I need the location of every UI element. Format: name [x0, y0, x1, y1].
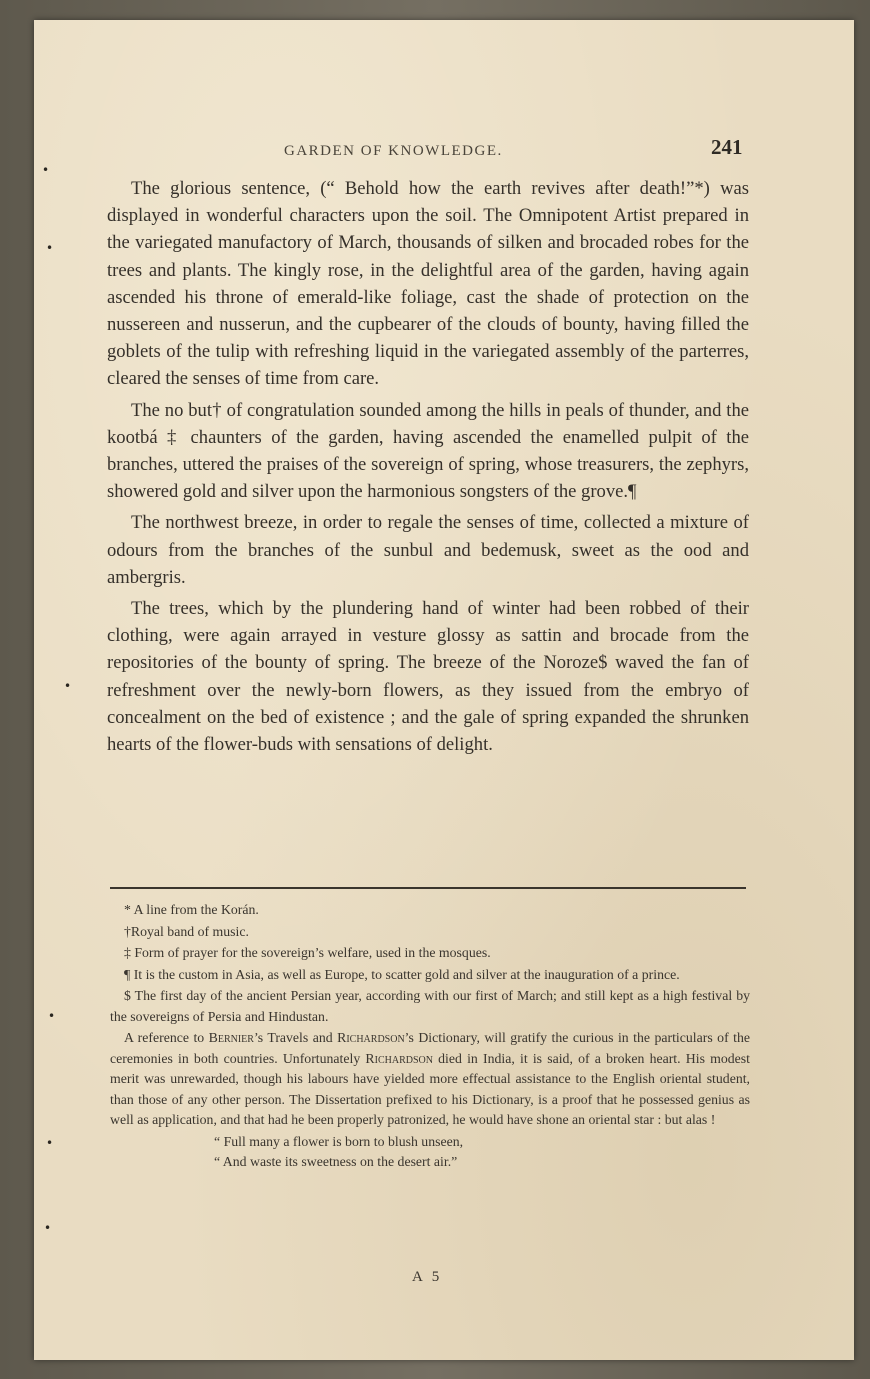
paragraph: The no but† of congratulation sounded among the hills in peals of thunder, and the kootbá ‡ chaunters of the garden, having ascended the enamelled pulpit of the branches, uttered the praises of the sovereign of spring, whose treasurers, the zephyrs, showered gold and silver upon the harmonious songsters of the grove.¶: [107, 399, 749, 503]
page-header: [34, 133, 854, 163]
running-head: GARDEN OF KNOWLEDGE.: [284, 143, 503, 159]
paragraph: The northwest breeze, in order to regale the senses of time, collected a mixture of odours from the branches of the sunbul and bedemusk, sweet as the ood and ambergris.: [107, 512, 749, 588]
footnote-text: A reference to: [124, 1030, 209, 1045]
footnote-text: died in India, it is said, of a broken heart. His modest merit was unrewarded, though his labours have yielded more effectual assistance to the English oriental student, than those of any other person. The Dissertation prefixed to his Dictionary, is a proof that he possessed genius as well as application, and that had he been properly patronized, he would have shone an oriental star : but alas !: [110, 1050, 750, 1127]
verse-line: “ And waste its sweetness on the desert air.”: [214, 1154, 458, 1169]
footnote: ¶ It is the custom in Asia, as well as Europe, to scatter gold and silver at the inauguration of a prince.: [124, 966, 680, 982]
footnote-rule: [110, 887, 746, 889]
author-name: Richardson: [337, 1030, 405, 1045]
footnote-text: ’s Travels and: [253, 1030, 338, 1045]
margin-mark: •: [44, 1221, 52, 1235]
margin-mark: •: [46, 1136, 54, 1150]
margin-mark: •: [48, 1009, 56, 1023]
paragraph: The glorious sentence, (“ Behold how the earth revives after death!”*) was displayed in wonderful characters upon the soil. The Omnipotent Artist prepared in the variegated manufactory of March, thousands of silken and brocaded robes for the trees and plants. The kingly rose, in the delightful area of the garden, having again ascended his throne of emerald-like foliage, cast the shade of protection on the nussereen and nusserun, and the cupbearer of the clouds of bounty, having filled the goblets of the tulip with refreshing liquid in the variegated assembly of the parterres, cleared the senses of time from care.: [107, 178, 749, 390]
footnotes: [110, 900, 750, 1173]
margin-mark: •: [42, 163, 50, 177]
footnote: †Royal band of music.: [124, 923, 249, 939]
paragraph: The trees, which by the plundering hand of winter had been robbed of their clothing, were again arrayed in vesture glossy as sattin and brocade from the repositories of the bounty of spring. The breeze of the Noroze$ waved the fan of refreshment over the newly-born flowers, as they issued from the embryo of concealment on the bed of existence ; and the gale of spring expanded the shrunken hearts of the flower-buds with sensations of delight.: [107, 598, 749, 756]
footnote: ‡ Form of prayer for the sovereign’s welfare, used in the mosques.: [124, 945, 491, 960]
author-name: Richardson: [365, 1050, 433, 1066]
margin-mark: •: [64, 679, 72, 693]
book-page: [34, 20, 854, 1360]
page-number: 241: [711, 135, 743, 159]
footnote-text: ’s Dictionary, will gratify the curious in the particulars of the ceremonies in both countries. Unfortunately: [110, 1030, 750, 1066]
footnote-reference: [110, 1028, 750, 1131]
signature-mark: A 5: [412, 1269, 443, 1285]
margin-mark: •: [46, 241, 54, 255]
body-text: [107, 175, 749, 762]
footnote: * A line from the Korán.: [124, 902, 259, 917]
verse-line: “ Full many a flower is born to blush unseen,: [214, 1133, 464, 1149]
author-name: Bernier: [208, 1030, 254, 1045]
footnote: $ The first day of the ancient Persian year, according with our first of March; and still kept as a high festival by the sovereigns of Persia and Hindustan.: [110, 988, 750, 1024]
